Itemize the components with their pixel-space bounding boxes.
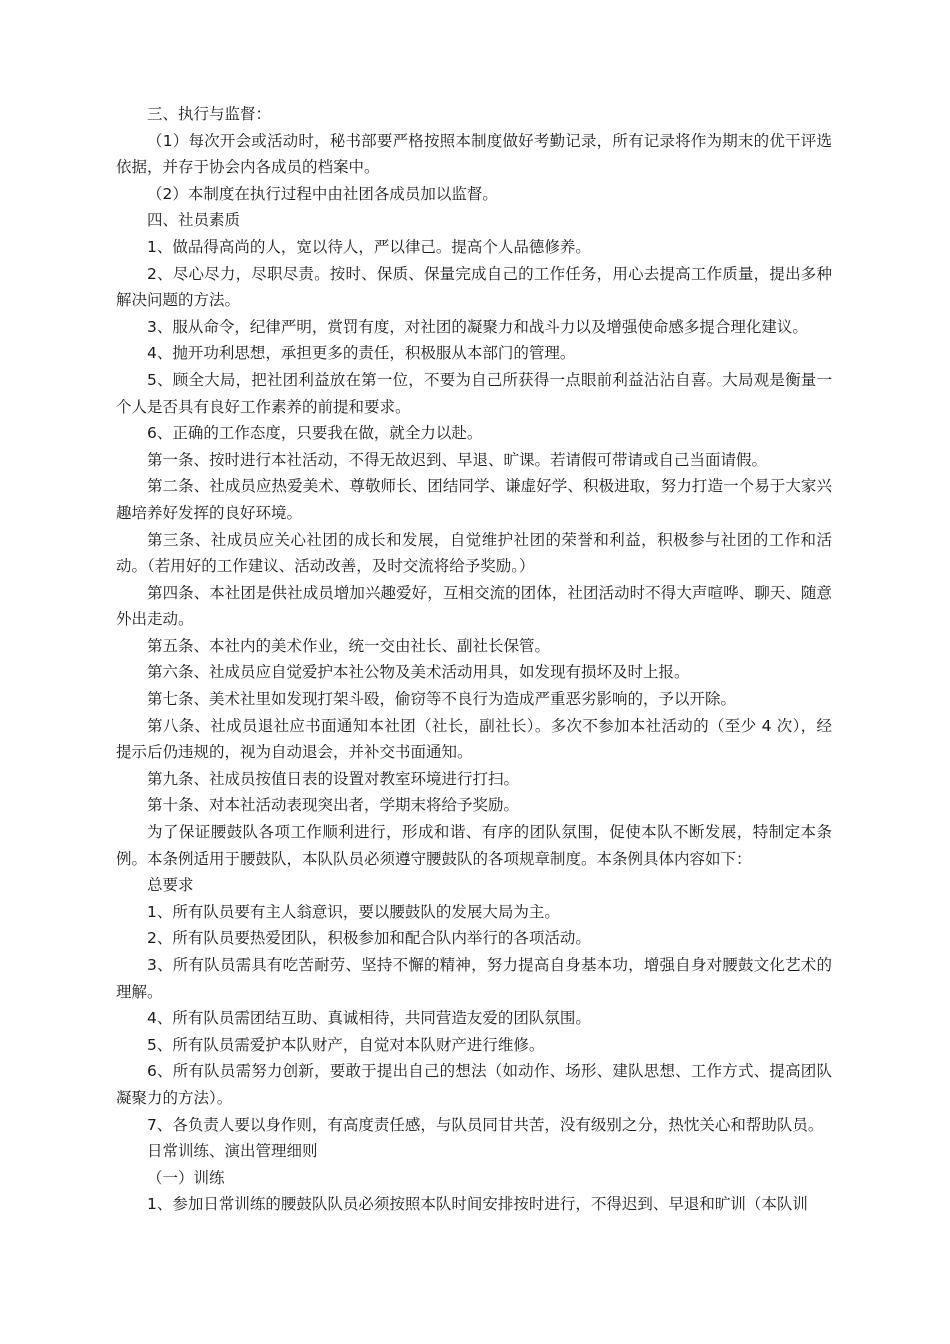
paragraph: 3、服从命令，纪律严明，赏罚有度，对社团的凝聚力和战斗力以及增强使命感多提合理化建议。 [147,317,808,336]
article-paragraph: 第七条、美术社里如发现打架斗殴，偷窃等不良行为造成严重恶劣影响的，予以开除。 [147,690,737,709]
paragraph: 4、抛开功利思想，承担更多的责任，积极服从本部门的管理。 [147,344,576,363]
article-paragraph: 第五条、本社内的美术作业，统一交由社长、副社长保管。 [147,636,551,655]
paragraph: 3、所有队员需具有吃苦耐劳、坚持不懈的精神，努力提高自身基本功，增强自身对腰鼓文化艺术的理解。 [116,956,832,1001]
paragraph: 4、所有队员需团结互助、真诚相待，共同营造友爱的团队氛围。 [147,1009,591,1028]
article-paragraph: 第十条、对本社活动表现突出者，学期末将给予奖励。 [147,796,520,815]
paragraph: 1、所有队员要有主人翁意识，要以腰鼓队的发展大局为主。 [147,902,560,921]
article-paragraph: 第四条、本社团是供社成员增加兴趣爱好，互相交流的团体，社团活动时不得大声喧哗、聊天、随意外出走动。 [116,583,832,629]
paragraph: 2、所有队员要热爱团队，积极参加和配合队内举行的各项活动。 [147,929,591,948]
section-heading-4: 四、社员素质 [147,211,241,230]
paragraph: 7、各负责人要以身作则，有高度责任感，与队员同甘共苦，没有级别之分，热忱关心和帮助队员。 [147,1115,824,1134]
paragraph: （2）本制度在执行过程中由社团各成员加以监督。 [147,184,498,203]
paragraph: 5、所有队员需爱护本队财产，自觉对本队财产进行维修。 [147,1035,545,1054]
intro-paragraph: 为了保证腰鼓队各项工作顺利进行，形成和谐、有序的团队氛围，促使本队不断发展，特制定本条例。本条例适用于腰鼓队，本队队员必须遵守腰鼓队的各项规章制度。本条例具体内容如下： [116,823,832,868]
paragraph: 2、尽心尽力，尽职尽责。按时、保质、保量完成自己的工作任务，用心去提高工作质量，提出多种解决问题的方法。 [116,264,832,310]
paragraph: 6、正确的工作态度，只要我在做，就全力以赴。 [147,424,483,443]
section-heading-training: 日常训练、演出管理细则 [147,1142,318,1161]
subsection-heading: （一）训练 [147,1168,225,1187]
article-paragraph: 第八条、社成员退社应书面通知本社团（社长，副社长）。多次不参加本社活动的（至少 4 次），经提示后仍违规的，视为自动退会，并补交书面通知。 [116,716,832,762]
paragraph: 6、所有队员需努力创新，要敢于提出自己的想法（如动作、场形、建队思想、工作方式、提高团队凝聚力的方法）。 [116,1062,832,1107]
paragraph: 5、顾全大局，把社团利益放在第一位，不要为自己所获得一点眼前利益沾沾自喜。大局观是衡量一个人是否具有良好工作素养的前提和要求。 [116,370,832,416]
paragraph: 1、做品得高尚的人，宽以待人，严以律己。提高个人品德修养。 [147,237,591,256]
article-paragraph: 第三条、社成员应关心社团的成长和发展，自觉维护社团的荣誉和利益，积极参与社团的工作和活动。（若用好的工作建议、活动改善，及时交流将给予奖励。） [116,530,832,576]
article-paragraph: 第九条、社成员按值日表的设置对教室环境进行打扫。 [147,769,520,788]
document-body [116,101,832,1218]
paragraph: 1、参加日常训练的腰鼓队队员必须按照本队时间安排按时进行，不得迟到、早退和旷训（本队训 [147,1195,808,1214]
article-paragraph: 第六条、社成员应自觉爱护本社公物及美术活动用具，如发现有损坏及时上报。 [147,663,690,682]
article-paragraph: 第一条、按时进行本社活动，不得无故迟到、早退、旷课。若请假可带请或自己当面请假。 [147,450,768,469]
paragraph: （1）每次开会或活动时，秘书部要严格按照本制度做好考勤记录，所有记录将作为期末的优干评选依据，并存于协会内各成员的档案中。 [116,131,832,177]
section-heading-3: 三、执行与监督： [147,105,272,123]
section-heading-general: 总要求 [147,876,194,895]
article-paragraph: 第二条、社成员应热爱美术、尊敬师长、团结同学、谦虚好学、积极进取，努力打造一个易于大家兴趣培养好发挥的良好环境。 [116,477,832,522]
